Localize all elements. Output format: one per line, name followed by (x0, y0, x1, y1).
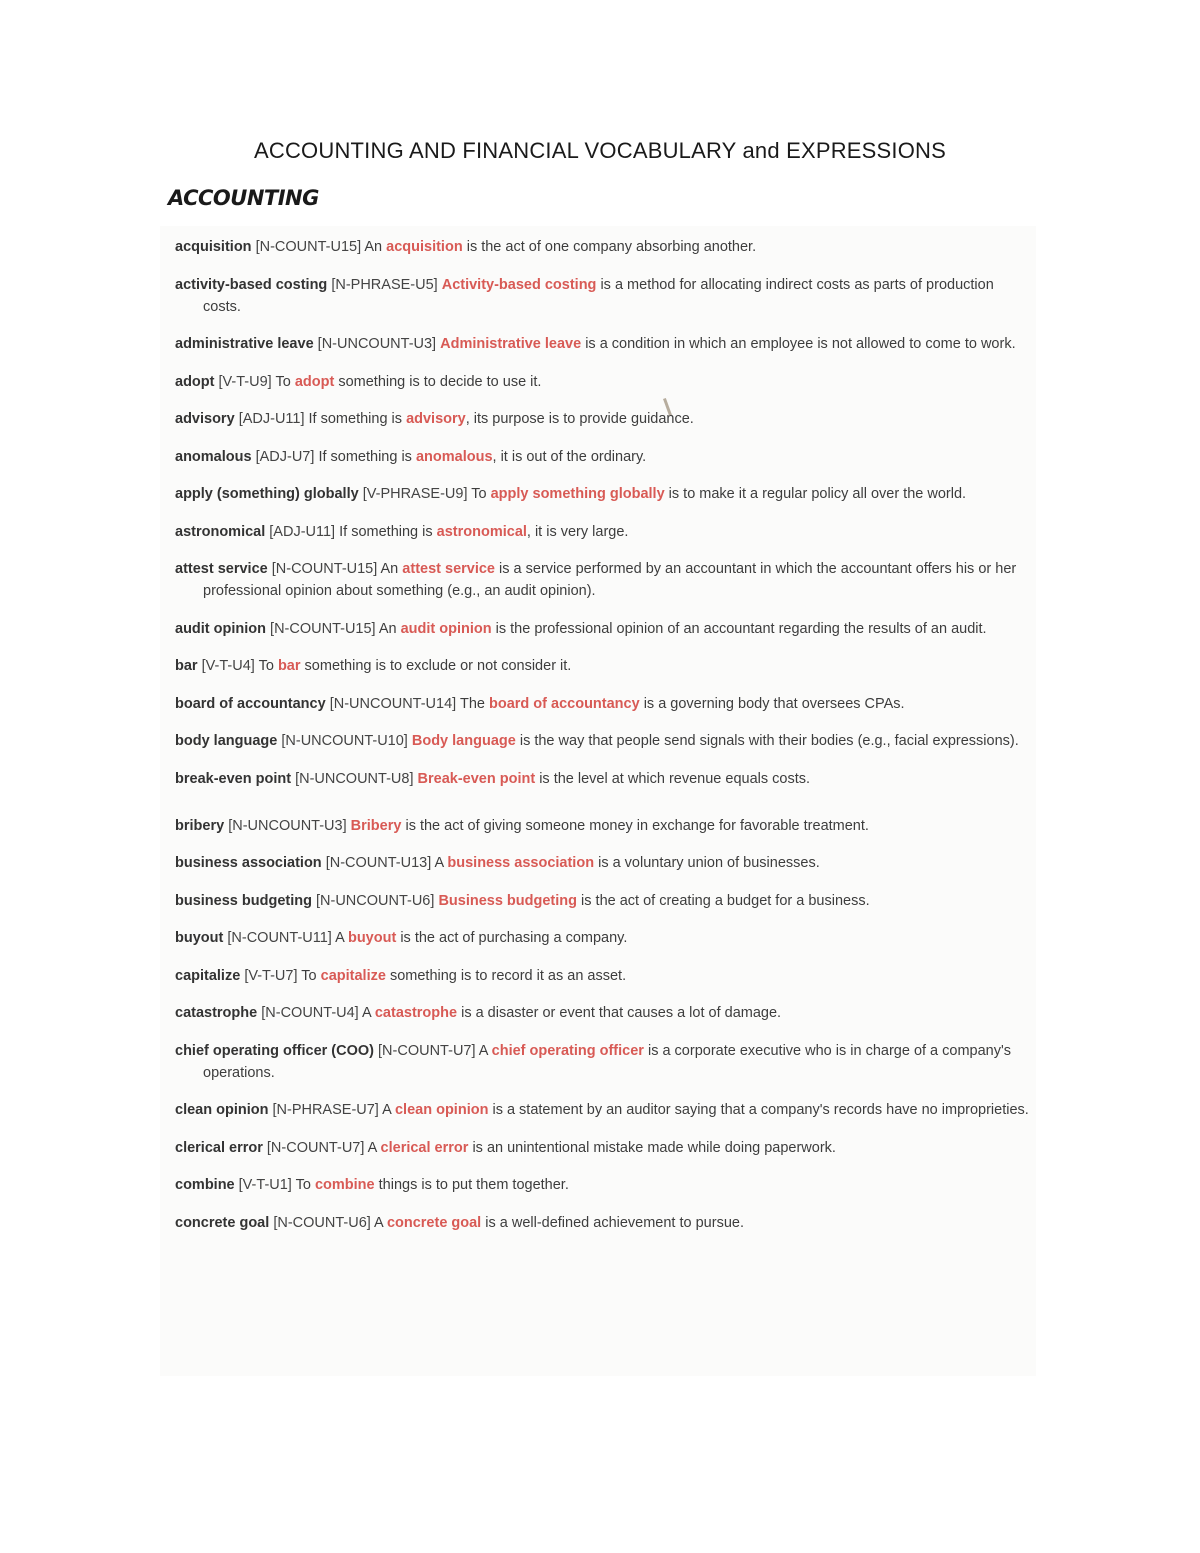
entry-highlight: Business budgeting (438, 892, 578, 909)
entry-highlight: buyout (347, 930, 397, 946)
glossary-entry (175, 693, 1030, 715)
entry-term: catastrophe (175, 1005, 258, 1021)
entry-tag: [V-PHRASE-U9] (362, 486, 468, 502)
entry-highlight: chief operating officer (491, 1042, 644, 1059)
entry-definition: is a statement by an auditor saying that a company's records have no improprieties. (492, 1102, 1029, 1118)
entry-tag: [N-COUNT-U7] (378, 1042, 476, 1059)
entry-definition: , its purpose is to provide guidance. (465, 411, 694, 427)
entry-term: buyout (175, 930, 224, 946)
entry-term: activity-based costing (175, 276, 328, 293)
entry-definition: something is to record it as an asset. (389, 967, 627, 984)
entry-lead: An (364, 239, 383, 255)
entry-term: administrative leave (175, 336, 314, 352)
entry-definition: is a voluntary union of businesses. (598, 855, 820, 871)
entry-highlight: concrete goal (386, 1214, 482, 1231)
entry-definition: is the professional opinion of an accountant regarding the results of an audit. (495, 620, 987, 637)
entry-highlight: astronomical (436, 523, 527, 540)
entry-highlight: Body language (411, 733, 516, 749)
glossary-entry (175, 521, 1030, 543)
entry-definition: something is to decide to use it. (338, 373, 542, 390)
entry-lead: To (301, 967, 317, 984)
glossary-entry (175, 927, 1030, 949)
entry-term: business association (175, 855, 322, 871)
entry-lead: If something is (339, 523, 433, 540)
entry-highlight: catastrophe (374, 1005, 458, 1021)
entry-tag: [N-PHRASE-U5] (331, 276, 438, 293)
entry-term: concrete goal (175, 1214, 270, 1231)
entry-definition: is a disaster or event that causes a lot of damage. (461, 1005, 782, 1021)
glossary-entry (175, 655, 1030, 677)
glossary-entry (175, 1002, 1030, 1024)
glossary-entry (175, 890, 1030, 912)
entry-term: bar (175, 658, 198, 674)
entry-lead: A (382, 1102, 391, 1118)
glossary-entry (175, 768, 1030, 790)
entry-highlight: apply something globally (490, 486, 665, 502)
entry-lead: To (258, 658, 274, 674)
entry-term: apply (something) globally (175, 486, 359, 502)
entry-highlight: clean opinion (394, 1102, 489, 1118)
entry-lead: The (459, 695, 485, 712)
entry-term: break-even point (175, 770, 292, 787)
entry-lead: To (471, 486, 487, 502)
entry-term: audit opinion (175, 620, 267, 637)
entry-definition: is the act of giving someone money in exchange for favorable treatment. (405, 817, 869, 834)
entry-definition: is the way that people send signals with their bodies (e.g., facial expressions). (519, 733, 1019, 749)
entry-lead: A (478, 1042, 488, 1059)
entry-definition: is the act of creating a budget for a business. (581, 892, 870, 909)
entry-tag: [ADJ-U7] (255, 448, 315, 465)
entry-highlight: Administrative leave (440, 336, 582, 352)
entry-tag: [N-UNCOUNT-U8] (295, 770, 414, 787)
entry-definition: is to make it a regular policy all over the world. (668, 486, 967, 502)
glossary-entry (175, 333, 1030, 355)
glossary-entry (175, 965, 1030, 987)
entry-term: clerical error (175, 1139, 263, 1156)
entry-term: business budgeting (175, 892, 312, 909)
entry-tag: [V-T-U1] (238, 1177, 292, 1193)
entry-highlight: combine (314, 1177, 375, 1193)
entry-term: adopt (175, 373, 215, 390)
glossary-entry (175, 730, 1030, 752)
entry-tag: [N-COUNT-U13] (325, 855, 432, 871)
entry-definition: is a well-defined achievement to pursue. (485, 1214, 744, 1231)
entry-term: attest service (175, 561, 268, 577)
entry-highlight: attest service (402, 561, 495, 577)
entry-highlight: Bribery (350, 817, 402, 834)
entry-definition: is a condition in which an employee is not allowed to come to work. (585, 336, 1016, 352)
entry-lead: A (367, 1139, 377, 1156)
entry-tag: [N-COUNT-U7] (266, 1139, 365, 1156)
glossary-entry (175, 1212, 1030, 1234)
entry-tag: [N-UNCOUNT-U3] (317, 336, 437, 352)
entry-highlight: business association (447, 855, 595, 871)
entry-highlight: Break-even point (417, 770, 536, 787)
entry-highlight: clerical error (380, 1139, 469, 1156)
glossary-entry (175, 852, 1030, 874)
glossary-list (175, 236, 1030, 1249)
entry-highlight: anomalous (415, 448, 493, 465)
glossary-entry (175, 446, 1030, 468)
entry-definition: is an unintentional mistake made while doing paperwork. (472, 1139, 836, 1156)
glossary-entry (175, 815, 1030, 837)
glossary-entry (175, 1099, 1030, 1121)
entry-definition: is a corporate executive who is in charge of a company's operations. (203, 1042, 1012, 1081)
glossary-entry (175, 274, 1030, 318)
entry-definition: something is to exclude or not consider it. (304, 658, 572, 674)
entry-tag: [N-COUNT-U4] (261, 1005, 359, 1021)
entry-definition: is the act of one company absorbing another. (466, 239, 757, 255)
entry-term: bribery (175, 817, 225, 834)
entry-tag: [N-UNCOUNT-U3] (228, 817, 347, 834)
glossary-entry (175, 1040, 1030, 1084)
page-title: ACCOUNTING AND FINANCIAL VOCABULARY and EXPRESSIONS (254, 138, 946, 163)
entry-definition: is a service performed by an accountant in which the accountant offers his or her professional opinion about something (e.g., an audit opinion). (203, 561, 1017, 599)
glossary-entry (175, 483, 1030, 505)
entry-term: combine (175, 1177, 235, 1193)
entry-tag: [ADJ-U11] (269, 523, 336, 540)
entry-tag: [ADJ-U11] (238, 411, 305, 427)
entry-term: clean opinion (175, 1102, 269, 1118)
entry-term: astronomical (175, 523, 266, 540)
entry-term: board of accountancy (175, 695, 326, 712)
entry-tag: [N-COUNT-U15] (270, 620, 376, 637)
entry-tag: [N-COUNT-U6] (273, 1214, 371, 1231)
entry-definition: is the level at which revenue equals costs. (539, 770, 811, 787)
entry-lead: If something is (318, 448, 412, 465)
glossary-entry (175, 618, 1030, 640)
entry-highlight: bar (277, 658, 301, 674)
entry-tag: [N-UNCOUNT-U6] (315, 892, 435, 909)
entry-term: capitalize (175, 967, 241, 984)
entry-lead: An (380, 561, 399, 577)
entry-lead: If something is (308, 411, 403, 427)
section-heading: ACCOUNTING (168, 186, 319, 210)
entry-tag: [N-UNCOUNT-U14] (329, 695, 457, 712)
entry-term: acquisition (175, 239, 252, 255)
glossary-entry (175, 1174, 1030, 1196)
entry-tag: [N-COUNT-U11] (227, 930, 332, 946)
entry-highlight: audit opinion (400, 620, 492, 637)
entry-lead: To (275, 373, 291, 390)
entry-term: advisory (175, 411, 235, 427)
entry-highlight: board of accountancy (489, 695, 640, 712)
entry-highlight: acquisition (386, 239, 463, 255)
entry-tag: [N-PHRASE-U7] (272, 1102, 379, 1118)
entry-tag: [V-T-U4] (201, 658, 255, 674)
entry-definition: things is to put them together. (378, 1177, 569, 1193)
entry-tag: [V-T-U7] (244, 967, 298, 984)
entry-highlight: adopt (294, 373, 335, 390)
glossary-entry (175, 1137, 1030, 1159)
entry-definition: , it is out of the ordinary. (492, 448, 647, 465)
glossary-entry (175, 371, 1030, 393)
entry-lead: A (361, 1005, 371, 1021)
entry-term: body language (175, 733, 278, 749)
entry-definition: is a method for allocating indirect costs as parts of production costs. (203, 276, 994, 315)
entry-lead: An (378, 620, 397, 637)
entry-term: chief operating officer (COO) (175, 1042, 374, 1059)
entry-lead: To (295, 1177, 311, 1193)
entry-tag: [N-UNCOUNT-U10] (281, 733, 408, 749)
glossary-entry (175, 236, 1030, 258)
entry-tag: [N-COUNT-U15] (271, 561, 378, 577)
entry-term: anomalous (175, 448, 252, 465)
entry-lead: A (335, 930, 344, 946)
entry-lead: A (434, 855, 444, 871)
glossary-entry (175, 408, 1030, 430)
entry-highlight: advisory (406, 411, 466, 427)
entry-lead: A (374, 1214, 383, 1231)
entry-highlight: Activity-based costing (441, 276, 597, 293)
entry-definition: , it is very large. (526, 523, 629, 540)
entry-definition: is the act of purchasing a company. (400, 930, 628, 946)
entry-definition: is a governing body that oversees CPAs. (643, 695, 905, 712)
entry-highlight: capitalize (320, 967, 386, 984)
entry-tag: [V-T-U9] (218, 373, 272, 390)
glossary-entry (175, 558, 1030, 602)
entry-tag: [N-COUNT-U15] (255, 239, 362, 255)
